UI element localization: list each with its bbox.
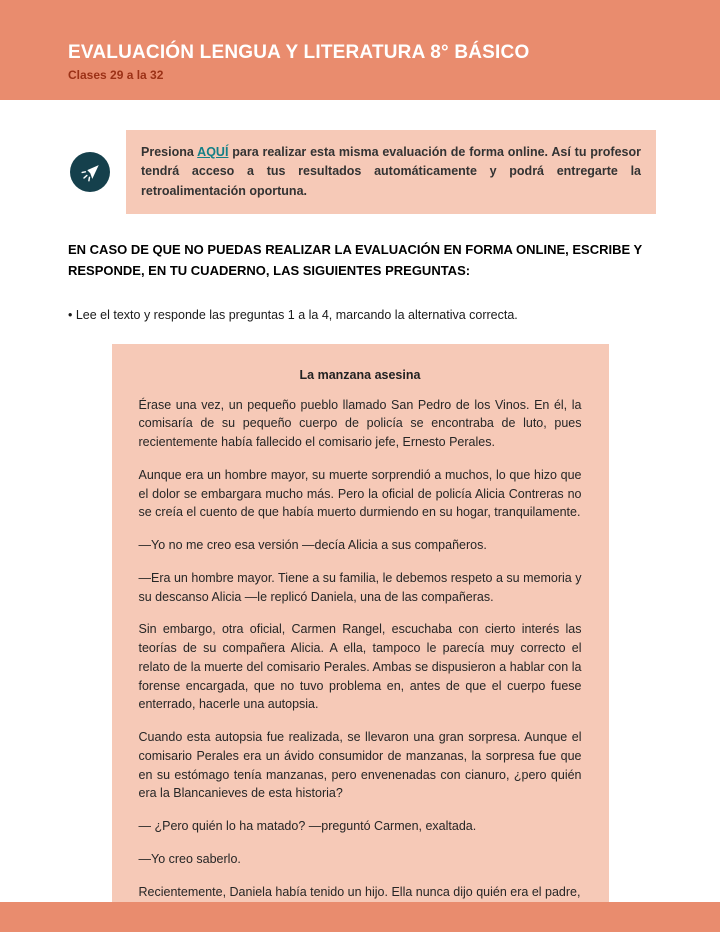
story-paragraph: Recientemente, Daniela había tenido un hijo. Ella nunca dijo quién era el padre, <box>138 884 581 899</box>
notice-pre-link: Presiona <box>141 145 194 159</box>
click-cursor-icon <box>70 152 110 192</box>
story-paragraph: — ¿Pero quién lo ha matado? —preguntó Carmen, exaltada. <box>138 819 477 834</box>
story-box <box>112 344 609 928</box>
header-bar <box>0 0 720 100</box>
instructions-bullet: • Lee el texto y responde las preguntas 1 a la 4, marcando la alternativa correcta. <box>68 307 518 322</box>
header-subtitle: Clases 29 a la 32 <box>68 68 164 82</box>
notice-box <box>126 130 656 214</box>
story-paragraph: Érase una vez, un pequeño pueblo llamado San Pedro de los Vinos. En él, la comisaría de su pequeño cuerpo de policía se encontraba de luto, pues recientemente había fallecido el comisario jefe, Ernesto Perales. <box>138 397 582 450</box>
story-paragraph: Sin embargo, otra oficial, Carmen Rangel, escuchaba con cierto interés las teorías de su compañera Alicia. A ella, tampoco le parecía muy correcto el relato de la muerte del comisario Perales. Ambas se dispusieron a hablar con la forense encargada, que no tuvo problema en, antes de que el cuerpo fuese enterrado, hacerle una autopsia. <box>138 622 582 712</box>
instructions-heading: EN CASO DE QUE NO PUEDAS REALIZAR LA EVALUACIÓN EN FORMA ONLINE, ESCRIBE Y RESPONDE, EN TU CUADERNO, LAS SIGUIENTES PREGUNTAS: <box>68 242 642 278</box>
story-paragraphs <box>139 396 582 902</box>
story-paragraph: —Era un hombre mayor. Tiene a su familia, le debemos respeto a su memoria y su descanso Alicia —le replicó Daniela, una de las compañeras. <box>138 570 582 604</box>
story-paragraph: —Yo creo saberlo. <box>138 851 241 866</box>
page-title: EVALUACIÓN LENGUA Y LITERATURA 8° BÁSICO <box>68 42 530 63</box>
notice-text <box>141 143 641 201</box>
story-paragraph: Aunque era un hombre mayor, su muerte sorprendió a muchos, lo que hizo que el dolor se embargara mucho más. Pero la oficial de policía Alicia Contreras no se creía el cuento de que había muerto durmiendo en su hogar, tranquilamente. <box>138 467 582 520</box>
notice-post-link: para realizar esta misma evaluación de forma online. Así tu profesor tendrá acceso a tus resultados automáticamente y podrá entregarte la retroalimentación oportuna. <box>141 145 641 198</box>
online-notice <box>70 130 656 214</box>
story-title: La manzana asesina <box>299 367 421 382</box>
story-paragraph: —Yo no me creo esa versión —decía Alicia a sus compañeros. <box>138 538 487 553</box>
online-evaluation-link[interactable]: AQUÍ <box>197 145 229 159</box>
story-paragraph: Cuando esta autopsia fue realizada, se llevaron una gran sorpresa. Aunque el comisario Perales era un ávido consumidor de manzanas, la sorpresa fue que en su estómago tenía manzanas, pero envenenadas con cianuro, ¿pero quién era la Blancanieves de esta historia? <box>138 730 582 801</box>
footer-bar <box>0 902 720 932</box>
offline-instructions <box>68 240 650 322</box>
